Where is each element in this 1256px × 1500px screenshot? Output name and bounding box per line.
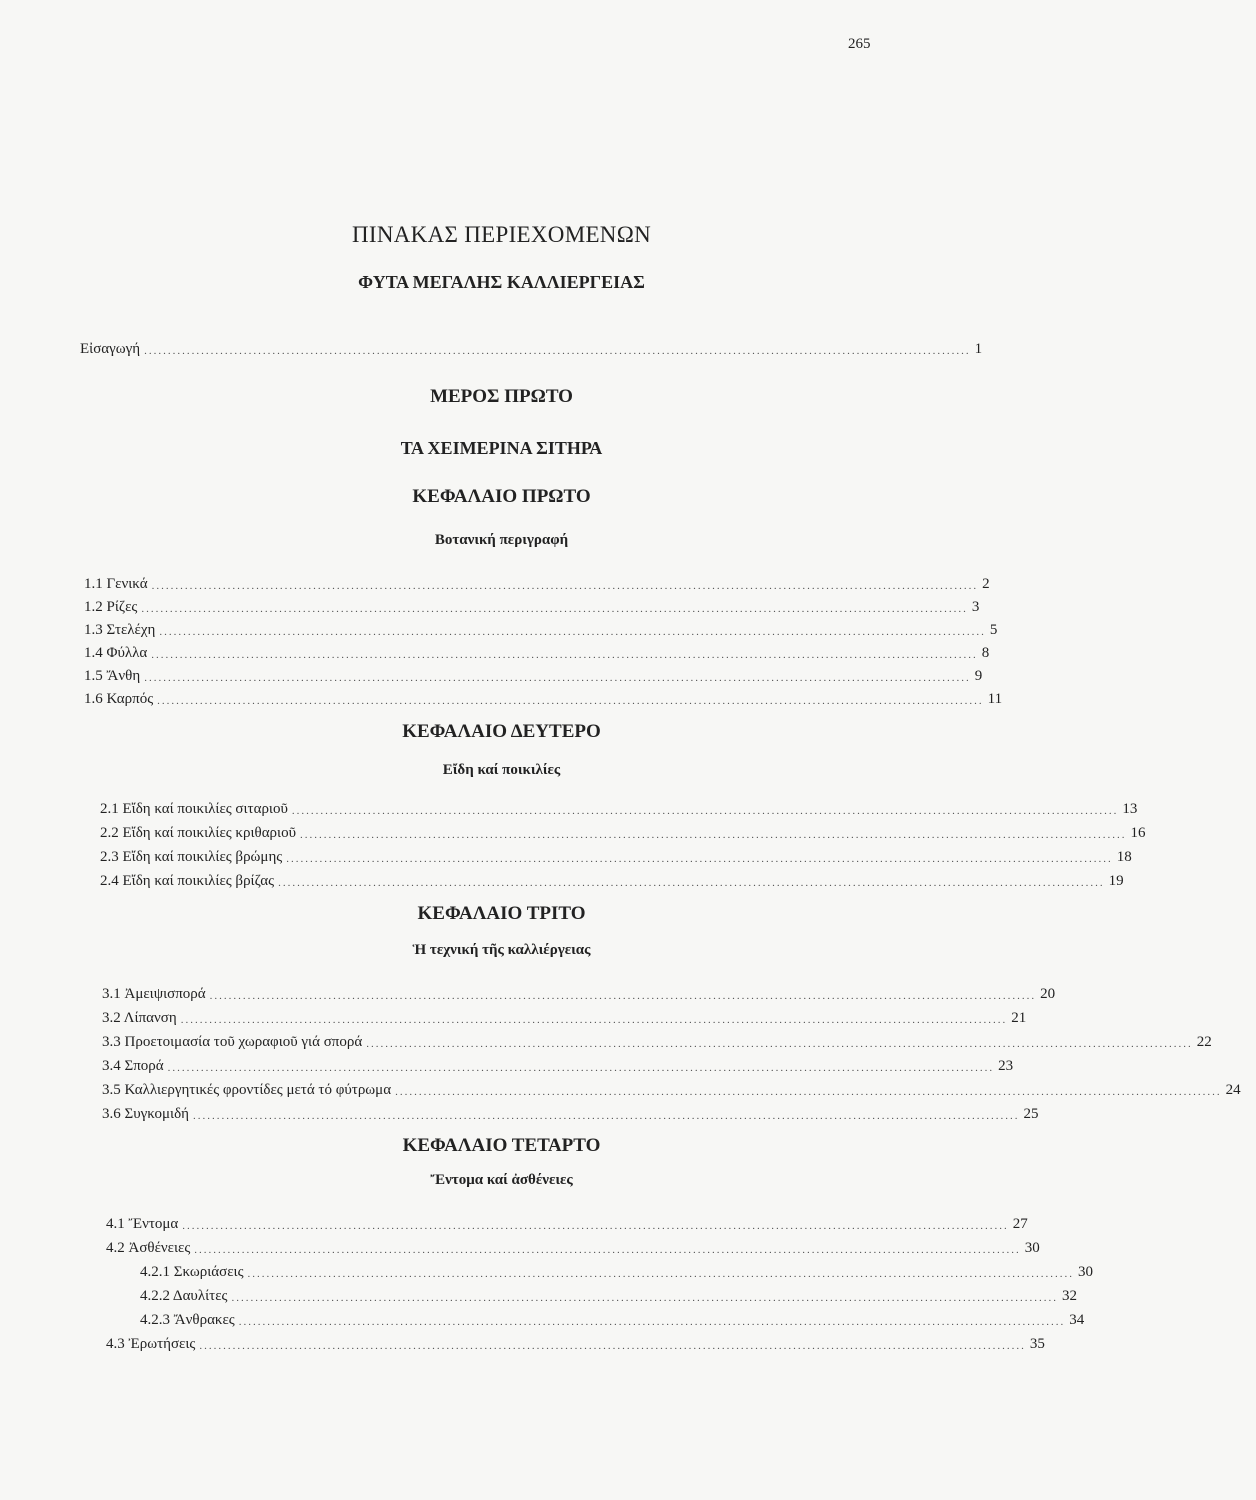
toc-entry-page: 32 xyxy=(1061,1288,1077,1304)
toc-entry xyxy=(106,1215,1028,1233)
leader-dots: .............................................................................................................................................................................. xyxy=(144,345,971,357)
toc-entry-label: 3.1 Ἀμειψισπορά xyxy=(102,986,206,1002)
toc-entry xyxy=(84,667,983,685)
chapter-3-subtitle: Ἡ τεχνική τῆς καλλιέργειας xyxy=(412,942,591,958)
page-number: 265 xyxy=(848,36,871,52)
toc-entry xyxy=(140,1311,1085,1329)
toc-entry xyxy=(106,1239,1040,1257)
toc-title: ΠΙΝΑΚΑΣ ΠΕΡΙΕΧΟΜΕΝΩΝ xyxy=(351,222,652,247)
toc-entry-label: 1.3 Στελέχη xyxy=(84,622,156,638)
leader-dots: .............................................................................................................................................................................. xyxy=(180,1014,1008,1026)
toc-entry-label: 2.1 Εἴδη καί ποικιλίες σιταριοῦ xyxy=(100,801,288,817)
leader-dots: .............................................................................................................................................................................. xyxy=(278,877,1105,889)
toc-entry xyxy=(102,1105,1039,1123)
toc-entry-page: 34 xyxy=(1069,1312,1085,1328)
chapter-2-title: ΚΕΦΑΛΑΙΟ ΔΕΥΤΕΡΟ xyxy=(402,721,601,742)
toc-entry-page: 19 xyxy=(1108,873,1124,889)
toc-entry-label: 4.2.1 Σκωριάσεις xyxy=(140,1264,244,1280)
toc-entry-page: 1 xyxy=(974,341,983,357)
toc-entry-label: 3.5 Καλλιεργητικές φροντίδες μετά τό φύτρωμα xyxy=(102,1082,392,1098)
leader-dots: .............................................................................................................................................................................. xyxy=(193,1110,1020,1122)
leader-dots: .............................................................................................................................................................................. xyxy=(395,1086,1222,1098)
toc-entry-page: 5 xyxy=(989,622,998,638)
part-subtitle: ΤΑ ΧΕΙΜΕΡΙΝΑ ΣΙΤΗΡΑ xyxy=(400,438,603,458)
chapter-2-subtitle: Εἴδη καί ποικιλίες xyxy=(442,762,561,778)
toc-entry-page: 2 xyxy=(982,576,990,592)
leader-dots: .............................................................................................................................................................................. xyxy=(238,1316,1066,1328)
toc-entry-page: 13 xyxy=(1122,801,1138,817)
toc-entry-page: 30 xyxy=(1024,1240,1040,1256)
toc-entry-page: 18 xyxy=(1116,849,1132,865)
leader-dots: .............................................................................................................................................................................. xyxy=(144,672,971,684)
part-title: ΜΕΡΟΣ ΠΡΩΤΟ xyxy=(430,386,573,407)
toc-entry-label: 3.4 Σπορά xyxy=(102,1058,164,1074)
leader-dots: .............................................................................................................................................................................. xyxy=(286,853,1113,865)
leader-dots: .............................................................................................................................................................................. xyxy=(194,1244,1021,1256)
toc-entry-page: 21 xyxy=(1011,1010,1027,1026)
toc-entry-label: 4.2.2 Δαυλίτες xyxy=(140,1288,228,1304)
chapter-4-title: ΚΕΦΑΛΑΙΟ ΤΕΤΑΡΤΟ xyxy=(402,1135,601,1156)
leader-dots: .............................................................................................................................................................................. xyxy=(209,990,1037,1002)
chapter-4-subtitle: Ἔντομα καί ἀσθένειες xyxy=(430,1172,573,1188)
toc-entry-label: 2.2 Εἴδη καί ποικιλίες κριθαριοῦ xyxy=(100,825,297,841)
toc-entry-label: 1.2 Ρίζες xyxy=(84,599,138,615)
toc-entry xyxy=(102,985,1056,1003)
toc-entry-label: 1.1 Γενικά xyxy=(84,576,148,592)
toc-entry-label: 1.6 Καρπός xyxy=(84,691,154,707)
toc-entry-label: 4.2.3 Ἄνθρακες xyxy=(140,1312,235,1328)
leader-dots: .............................................................................................................................................................................. xyxy=(151,580,979,592)
leader-dots: .............................................................................................................................................................................. xyxy=(231,1292,1058,1304)
leader-dots: .............................................................................................................................................................................. xyxy=(300,829,1127,841)
chapter-1-subtitle: Βοτανική περιγραφή xyxy=(434,532,569,548)
toc-entry xyxy=(106,1335,1045,1353)
toc-entry xyxy=(102,1009,1027,1027)
leader-dots: .............................................................................................................................................................................. xyxy=(199,1340,1026,1352)
toc-entry xyxy=(100,872,1124,890)
toc-entry-page: 25 xyxy=(1023,1106,1039,1122)
toc-entry xyxy=(84,644,990,662)
toc-entry xyxy=(100,848,1132,866)
book-subtitle: ΦΥΤΑ ΜΕΓΑΛΗΣ ΚΑΛΛΙΕΡΓΕΙΑΣ xyxy=(358,272,645,292)
toc-entry-label: Εἰσαγωγή xyxy=(80,341,141,357)
toc-entry-page: 23 xyxy=(998,1058,1014,1074)
toc-entry xyxy=(84,598,980,616)
toc-entry-intro xyxy=(80,340,983,358)
leader-dots: .............................................................................................................................................................................. xyxy=(291,805,1119,817)
toc-entry-label: 1.5 Ἄνθη xyxy=(84,668,141,684)
leader-dots: .............................................................................................................................................................................. xyxy=(167,1062,995,1074)
toc-entry-page: 27 xyxy=(1012,1216,1028,1232)
leader-dots: .............................................................................................................................................................................. xyxy=(159,626,986,638)
toc-entry xyxy=(84,621,998,639)
toc-entry xyxy=(140,1263,1094,1281)
toc-entry xyxy=(102,1057,1014,1075)
toc-entry-page: 35 xyxy=(1029,1336,1045,1352)
toc-entry-page: 16 xyxy=(1130,825,1146,841)
leader-dots: .............................................................................................................................................................................. xyxy=(141,603,968,615)
toc-entry-label: 2.4 Εἴδη καί ποικιλίες βρίζας xyxy=(100,873,275,889)
toc-entry-label: 4.3 Ἐρωτήσεις xyxy=(106,1336,196,1352)
toc-entry xyxy=(84,690,1003,708)
toc-entry-label: 3.2 Λίπανση xyxy=(102,1010,177,1026)
toc-entry xyxy=(102,1033,1212,1051)
toc-entry-page: 20 xyxy=(1040,986,1056,1002)
toc-entry-page: 22 xyxy=(1196,1034,1212,1050)
leader-dots: .............................................................................................................................................................................. xyxy=(182,1220,1009,1232)
toc-entry-label: 3.3 Προετοιμασία τοῦ χωραφιοῦ γιά σπορά xyxy=(102,1034,363,1050)
chapter-3-title: ΚΕΦΑΛΑΙΟ ΤΡΙΤΟ xyxy=(417,903,586,924)
toc-entry-page: 8 xyxy=(981,645,990,661)
toc-entry-page: 11 xyxy=(987,691,1003,707)
leader-dots: .............................................................................................................................................................................. xyxy=(151,649,978,661)
leader-dots: .............................................................................................................................................................................. xyxy=(247,1268,1075,1280)
toc-entry-label: 4.1 Ἔντομα xyxy=(106,1216,179,1232)
toc-entry xyxy=(102,1081,1241,1099)
toc-entry xyxy=(140,1287,1077,1305)
toc-entry-page: 30 xyxy=(1078,1264,1094,1280)
toc-entry-page: 9 xyxy=(974,668,983,684)
leader-dots: .............................................................................................................................................................................. xyxy=(366,1038,1193,1050)
toc-entry xyxy=(100,824,1146,842)
toc-entry-label: 2.3 Εἴδη καί ποικιλίες βρώμης xyxy=(100,849,283,865)
toc-entry-page: 3 xyxy=(971,599,980,615)
toc-entry xyxy=(100,800,1138,818)
toc-entry-label: 3.6 Συγκομιδή xyxy=(102,1106,190,1122)
toc-entry-label: 1.4 Φύλλα xyxy=(84,645,148,661)
toc-entry-page: 24 xyxy=(1225,1082,1241,1098)
chapter-1-title: ΚΕΦΑΛΑΙΟ ΠΡΩΤΟ xyxy=(412,486,591,507)
toc-entry-label: 4.2 Ἀσθένειες xyxy=(106,1240,191,1256)
leader-dots: .............................................................................................................................................................................. xyxy=(157,695,984,707)
toc-entry xyxy=(84,575,990,593)
